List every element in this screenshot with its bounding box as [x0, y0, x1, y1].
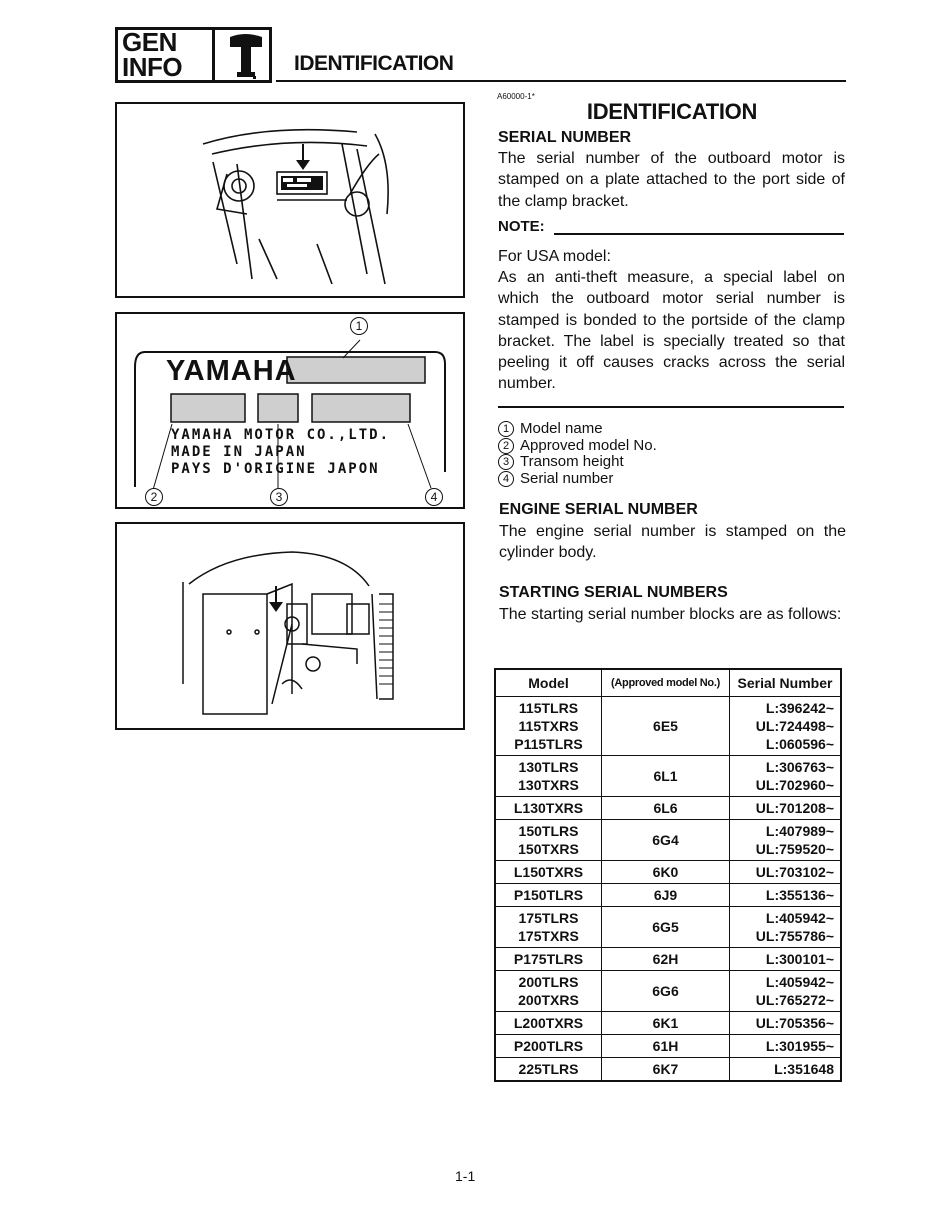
- serial-cell: UL:701208~: [730, 797, 842, 820]
- table-row: [495, 861, 841, 884]
- badge-line-2: INFO: [122, 52, 183, 82]
- legend-number: 3: [498, 454, 514, 470]
- clamp-bracket-illustration: [117, 104, 463, 296]
- table-row: [495, 971, 841, 1012]
- reference-code: A60000-1*: [497, 92, 535, 101]
- legend-label: Transom height: [520, 453, 624, 470]
- outboard-motor-icon: [222, 32, 268, 80]
- legend-number: 1: [498, 421, 514, 437]
- label-line-1: YAMAHA MOTOR CO.,LTD.: [171, 427, 391, 443]
- table-row: [495, 1012, 841, 1035]
- approved-code-cell: 6G4: [602, 820, 730, 861]
- header-approved-model: (Approved model No.): [602, 669, 730, 697]
- note-rule: [554, 233, 844, 235]
- approved-code-cell: 6K7: [602, 1058, 730, 1082]
- callout-1: 1: [350, 317, 368, 335]
- serial-cell: L:306763~ UL:702960~: [730, 756, 842, 797]
- legend-item: [498, 438, 657, 455]
- approved-code-cell: 6E5: [602, 697, 730, 756]
- model-cell: L150TXRS: [495, 861, 602, 884]
- model-cell: L130TXRS: [495, 797, 602, 820]
- table-header-row: [495, 669, 841, 697]
- note-end-rule: [498, 406, 844, 408]
- header-serial-number: Serial Number: [730, 669, 842, 697]
- model-cell: 175TLRS 175TXRS: [495, 907, 602, 948]
- badge-text: [122, 27, 183, 82]
- serial-cell: L:301955~: [730, 1035, 842, 1058]
- label-line-2: MADE IN JAPAN: [171, 444, 307, 460]
- legend-item: [498, 421, 657, 438]
- model-cell: P150TLRS: [495, 884, 602, 907]
- legend-label: Serial number: [520, 469, 614, 487]
- serial-cell: L:407989~ UL:759520~: [730, 820, 842, 861]
- serial-cell: L:405942~ UL:755786~: [730, 907, 842, 948]
- table-row: [495, 948, 841, 971]
- callout-4: 4: [425, 488, 443, 506]
- model-cell: 115TLRS 115TXRS P115TLRS: [495, 697, 602, 756]
- legend-list: [498, 421, 657, 487]
- table-row: [495, 697, 841, 756]
- approved-code-cell: 6G5: [602, 907, 730, 948]
- header-title: IDENTIFICATION: [294, 52, 454, 75]
- badge-line-1: GEN: [122, 27, 177, 57]
- serial-cell: L:300101~: [730, 948, 842, 971]
- page-number: 1-1: [455, 1168, 476, 1184]
- approved-code-cell: 6K1: [602, 1012, 730, 1035]
- callout-3: 3: [270, 488, 288, 506]
- approved-code-cell: 6J9: [602, 884, 730, 907]
- model-cell: 225TLRS: [495, 1058, 602, 1082]
- approved-code-cell: 62H: [602, 948, 730, 971]
- table-row: [495, 797, 841, 820]
- model-cell: 150TLRS 150TXRS: [495, 820, 602, 861]
- header-model: Model: [495, 669, 602, 697]
- approved-code-cell: 61H: [602, 1035, 730, 1058]
- model-cell: P175TLRS: [495, 948, 602, 971]
- approved-code-cell: 6G6: [602, 971, 730, 1012]
- serial-number-text: The serial number of the outboard motor is stamped on a plate attached to the port side of the clamp bracket.: [498, 150, 845, 210]
- label-plate-outline: [115, 312, 465, 509]
- note-usa-line: For USA model:: [498, 248, 611, 265]
- label-brand: YAMAHA: [166, 355, 297, 387]
- engine-illustration: [117, 524, 463, 728]
- engine-serial-text: The engine serial number is stamped on the cylinder body.: [499, 523, 846, 562]
- starting-serial-heading: STARTING SERIAL NUMBERS: [499, 584, 728, 601]
- legend-number: 2: [498, 438, 514, 454]
- legend-item: [498, 454, 657, 471]
- model-cell: 200TLRS 200TXRS: [495, 971, 602, 1012]
- engine-serial-heading: ENGINE SERIAL NUMBER: [499, 501, 698, 518]
- legend-label: Model name: [520, 420, 603, 437]
- clamp-bracket-figure: [115, 102, 465, 298]
- section-title: IDENTIFICATION: [586, 99, 758, 124]
- header-rule: [276, 80, 846, 82]
- starting-serial-text: The starting serial number blocks are as follows:: [499, 606, 842, 623]
- table-row: [495, 1035, 841, 1058]
- serial-cell: L:396242~ UL:724498~ L:060596~: [730, 697, 842, 756]
- label-line-3: PAYS D'ORIGINE JAPON: [171, 461, 380, 477]
- note-label: NOTE:: [498, 218, 545, 235]
- table-body: [495, 697, 841, 1082]
- table-row: [495, 756, 841, 797]
- legend-item: [498, 471, 657, 488]
- serial-cell: UL:705356~: [730, 1012, 842, 1035]
- cylinder-body-figure: [115, 522, 465, 730]
- approved-code-cell: 6L6: [602, 797, 730, 820]
- serial-cell: L:351648: [730, 1058, 842, 1082]
- table-row: [495, 1058, 841, 1082]
- legend-label: Approved model No.: [520, 436, 657, 454]
- serial-cell: L:355136~: [730, 884, 842, 907]
- model-cell: L200TXRS: [495, 1012, 602, 1035]
- model-cell: 130TLRS 130TXRS: [495, 756, 602, 797]
- table-row: [495, 820, 841, 861]
- serial-number-heading: SERIAL NUMBER: [498, 129, 632, 146]
- serial-cell: L:405942~ UL:765272~: [730, 971, 842, 1012]
- serial-cell: UL:703102~: [730, 861, 842, 884]
- model-cell: P200TLRS: [495, 1035, 602, 1058]
- callout-2: 2: [145, 488, 163, 506]
- legend-number: 4: [498, 471, 514, 487]
- gen-info-badge: [115, 27, 272, 83]
- approved-code-cell: 6K0: [602, 861, 730, 884]
- table-row: [495, 907, 841, 948]
- serial-number-table: [494, 668, 842, 1082]
- badge-divider: [212, 30, 215, 80]
- approved-code-cell: 6L1: [602, 756, 730, 797]
- table-row: [495, 884, 841, 907]
- note-text: As an anti-theft measure, a special label on which the outboard motor serial number is stamped is bonded to the portside of the clamp bracket. The label is specially treated so that peeling it off causes cracks across the serial number.: [498, 269, 845, 393]
